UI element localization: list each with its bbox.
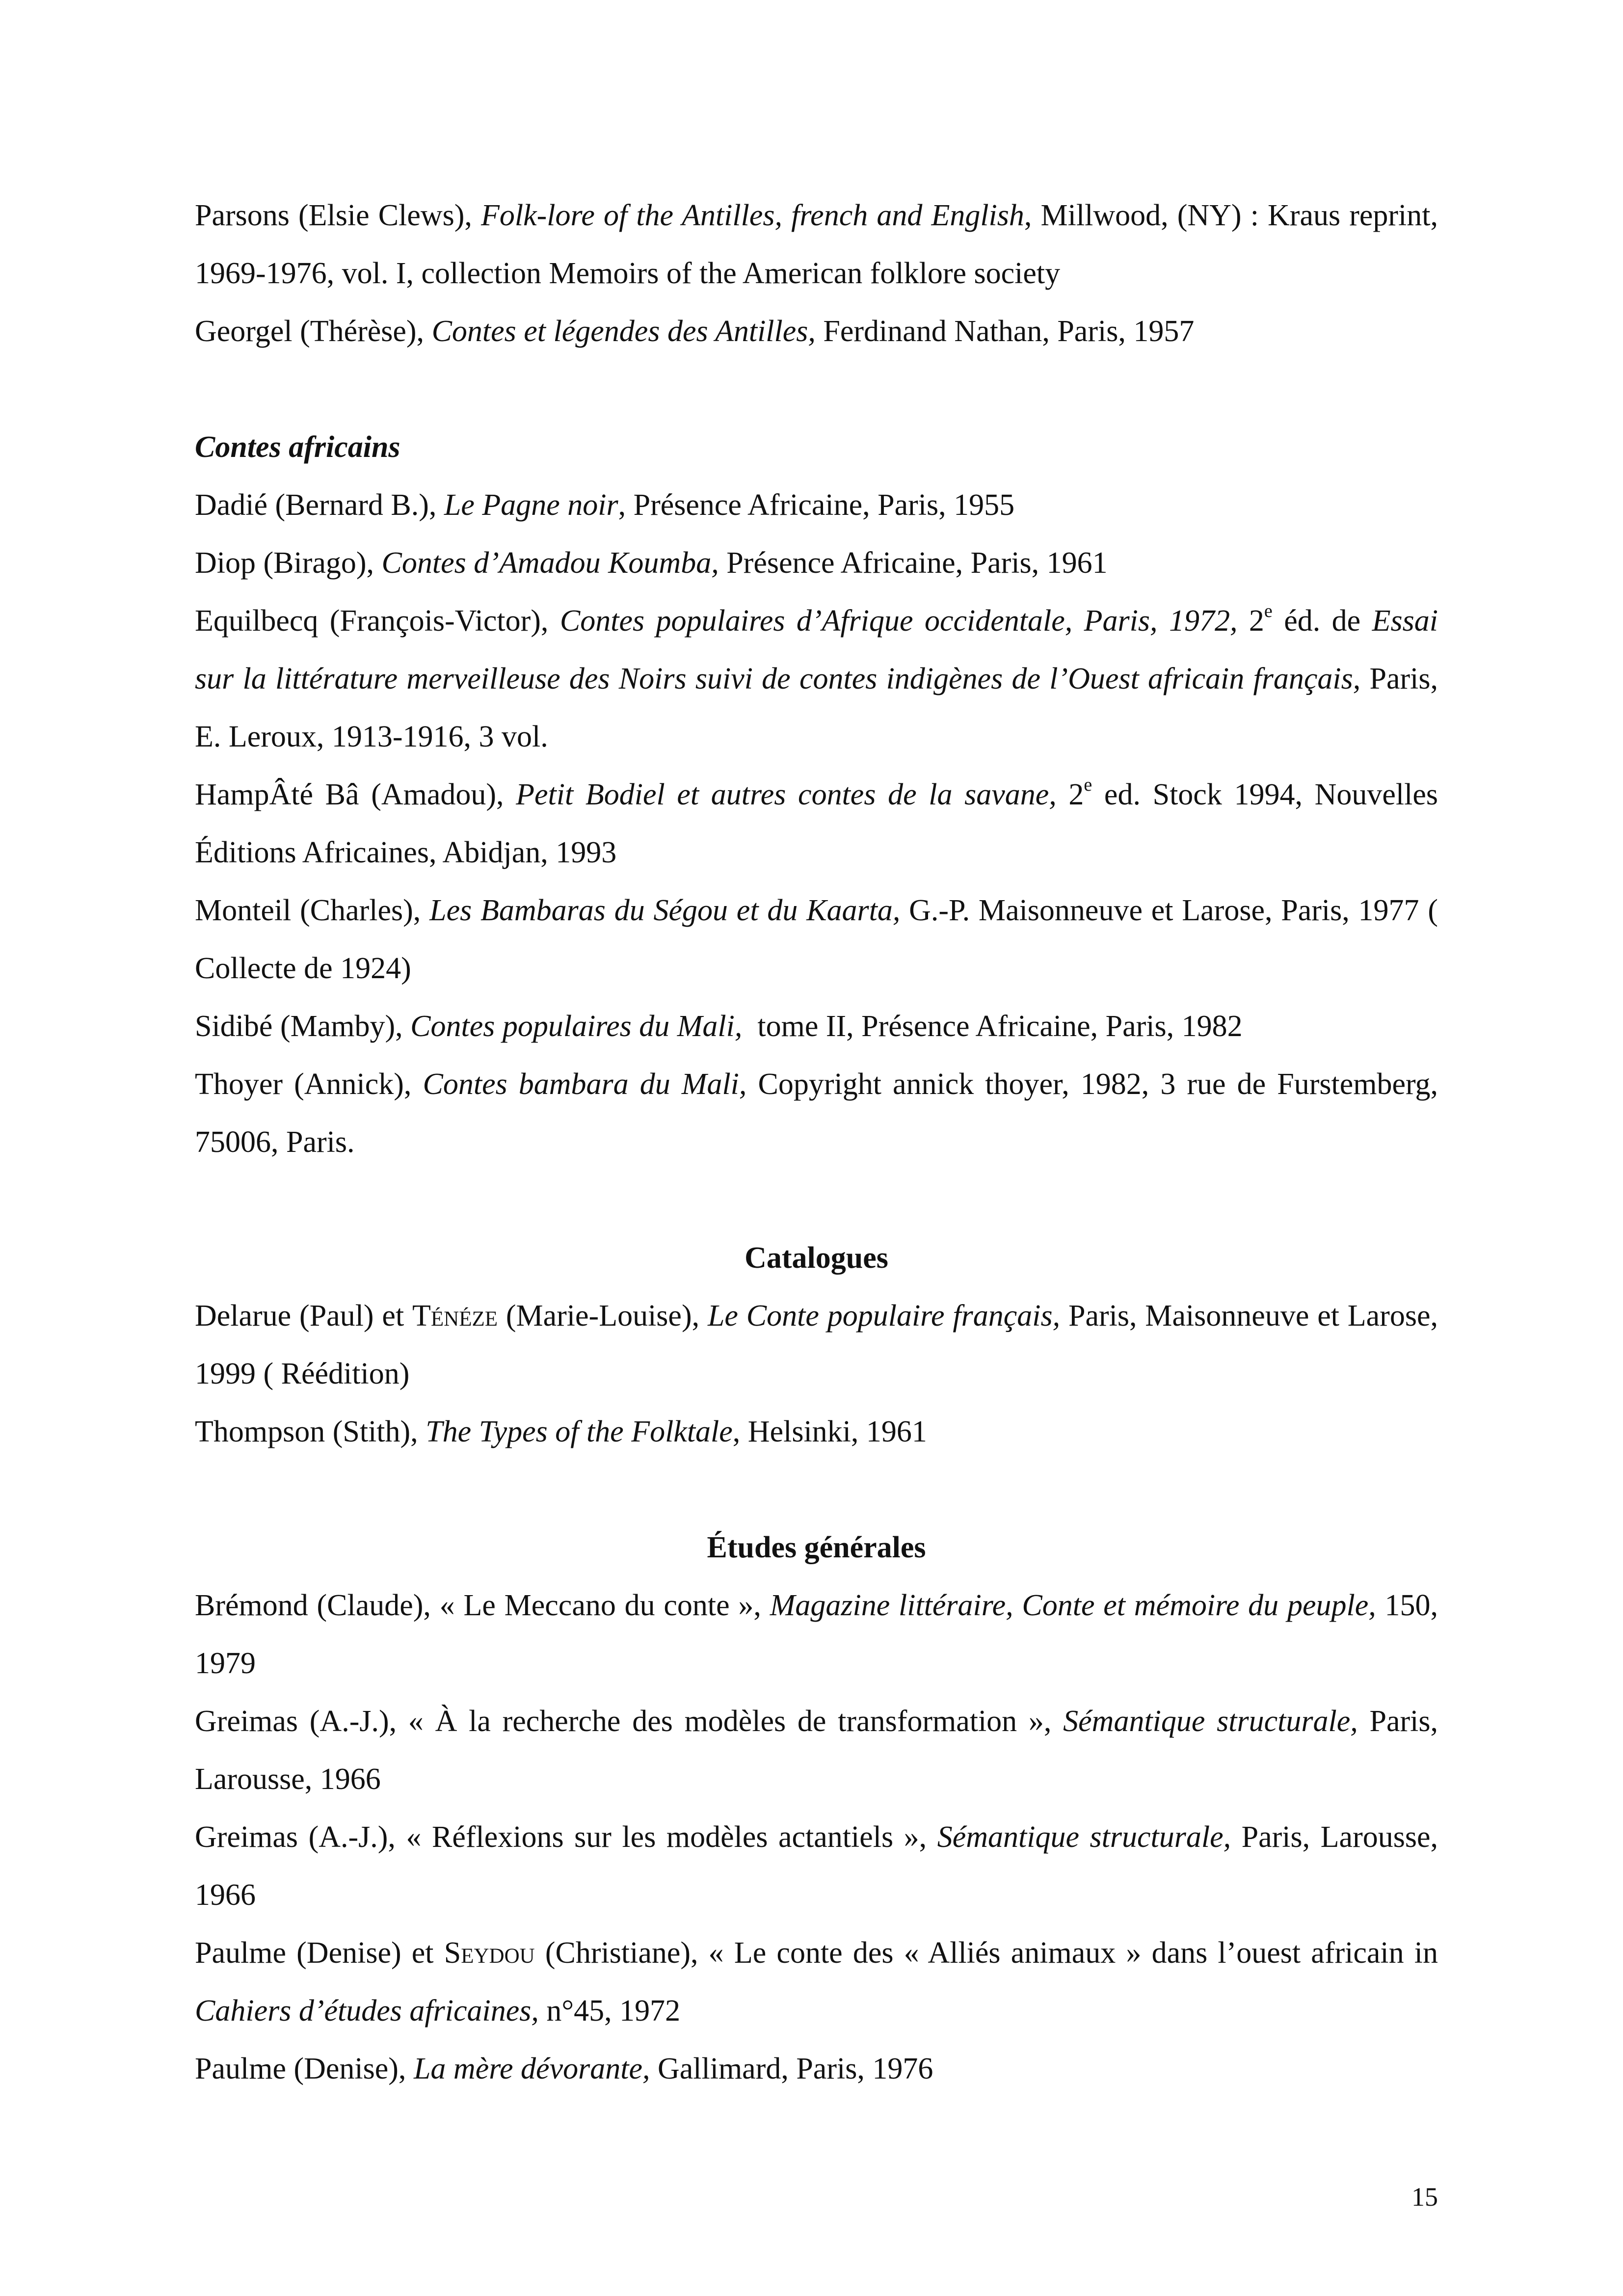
entry-details: Présence Africaine, Paris, 1961 [718, 546, 1108, 580]
entry-author: Paulme (Denise) et [195, 1936, 444, 1970]
entry-author: HampÂté Bâ (Amadou), [195, 778, 516, 811]
entry-title: Folk-lore of the Antilles, french and English [481, 199, 1024, 232]
entry-author: Greimas (A.-J.), « Réflexions sur les modèles actantiels », [195, 1820, 937, 1854]
entry-title: Sémantique structurale, [937, 1820, 1231, 1854]
entry-coauthor-smallcaps: Seydou [444, 1936, 535, 1970]
section-heading-catalogues: Catalogues [745, 1241, 888, 1275]
entry-details: ed. Stock 1994, Nouvelles Éditions Africaines, Abidjan, 1993 [195, 778, 1438, 869]
entry-title-2: Essai sur la littérature merveilleuse des Noirs suivi de contes indigènes de l’Ouest africain français, [195, 604, 1438, 695]
entry-author: Diop (Birago), [195, 546, 382, 580]
entry-details: , Millwood, (NY) : Kraus reprint, 1969-1976, vol. I, collection Memoirs of the American folklore society [195, 199, 1438, 290]
entry-title: La mère dévorante, [413, 2052, 650, 2085]
bib-entry-monteil [195, 881, 1438, 997]
entry-title: Contes bambara du Mali, [423, 1068, 747, 1101]
entry-author: Sidibé (Mamby), [195, 1010, 411, 1043]
entry-author: Thoyer (Annick), [195, 1068, 423, 1101]
entry-title: The Types of the Folktale [426, 1415, 733, 1448]
entry-edition-text: éd. de [1272, 604, 1372, 638]
bib-entry-dadie [195, 476, 1438, 534]
entry-title: Contes populaires du Mali, [410, 1010, 743, 1043]
entry-title: Magazine littéraire, Conte et mémoire du peuple, [770, 1589, 1376, 1622]
entry-title: Contes et légendes des Antilles, [431, 315, 816, 348]
page-number: 15 [1411, 2182, 1438, 2212]
entry-details: Paris, Larousse, 1966 [195, 1705, 1438, 1796]
bib-entry-greimas-1 [195, 1692, 1438, 1808]
section-heading-contes-africains: Contes africains [195, 430, 400, 464]
bib-entry-paulme [195, 2040, 1438, 2098]
bib-entry-delarue [195, 1287, 1438, 1403]
entry-author: Paulme (Denise), [195, 2052, 414, 2085]
entry-details: n°45, 1972 [538, 1994, 681, 2028]
entry-author: Greimas (A.-J.), « À la recherche des modèles de transformation », [195, 1705, 1064, 1738]
entry-details: Paris, Maisonneuve et Larose, 1999 ( Réédition) [195, 1299, 1438, 1390]
bib-entry-bremond [195, 1576, 1438, 1692]
entry-edition-number: 2 [1237, 604, 1264, 638]
entry-author: Dadié (Bernard B.), [195, 488, 444, 522]
entry-details: tome II, Présence Africaine, Paris, 1982 [742, 1010, 1243, 1043]
entry-author: Monteil (Charles), [195, 894, 430, 927]
entry-details: Paris, Larousse, 1966 [195, 1820, 1438, 1912]
entry-coauthor-smallcaps: Ténéze [412, 1299, 498, 1333]
entry-title: Contes d’Amadou Koumba, [381, 546, 719, 580]
bib-entry-georgel [195, 302, 1438, 360]
entry-title: Cahiers d’études africaines, [195, 1994, 539, 2028]
entry-author: Georgel (Thérèse), [195, 315, 432, 348]
bib-entry-equilbecq [195, 592, 1438, 766]
entry-title: Contes populaires d’Afrique occidentale, Paris, 1972, [559, 604, 1238, 638]
entry-author: Parsons (Elsie Clews), [195, 199, 481, 232]
bib-entry-thompson [195, 1403, 1438, 1461]
entry-coauthor-given: (Christiane), « Le conte des « Alliés animaux » dans l’ouest africain in [534, 1936, 1438, 1970]
spacer [195, 360, 1438, 418]
entry-author: Delarue (Paul) et [195, 1299, 413, 1333]
entry-superscript: e [1264, 601, 1273, 622]
entry-author: Thompson (Stith), [195, 1415, 426, 1448]
entry-title: Petit Bodiel et autres contes de la savane, [516, 778, 1057, 811]
entry-coauthor-given: (Marie-Louise), [498, 1299, 708, 1333]
entry-superscript: e [1084, 774, 1092, 796]
spacer [195, 1171, 1438, 1229]
bib-entry-hampate-ba [195, 766, 1438, 881]
entry-title: Le Conte populaire français, [707, 1299, 1061, 1333]
entry-details: G.-P. Maisonneuve et Larose, Paris, 1977 ( Collecte de 1924) [195, 894, 1438, 985]
entry-author: Equilbecq (François-Victor), [195, 604, 560, 638]
bib-entry-greimas-2 [195, 1808, 1438, 1924]
entry-details: Ferdinand Nathan, Paris, 1957 [815, 315, 1195, 348]
entry-details: 150, 1979 [195, 1589, 1438, 1680]
entry-details: , Présence Africaine, Paris, 1955 [618, 488, 1015, 522]
entry-title: Les Bambaras du Ségou et du Kaarta, [429, 894, 901, 927]
spacer [195, 1461, 1438, 1519]
entry-author: Brémond (Claude), « Le Meccano du conte », [195, 1589, 770, 1622]
bib-entry-parsons [195, 187, 1438, 302]
entry-edition-number: 2 [1056, 778, 1084, 811]
entry-details: Gallimard, Paris, 1976 [650, 2052, 933, 2085]
bib-entry-thoyer [195, 1055, 1438, 1171]
section-heading-etudes-generales: Études générales [707, 1531, 926, 1564]
entry-details: Paris, E. Leroux, 1913-1916, 3 vol. [195, 662, 1438, 753]
entry-details: Copyright annick thoyer, 1982, 3 rue de Furstemberg, 75006, Paris. [195, 1068, 1438, 1159]
entry-details: , Helsinki, 1961 [732, 1415, 927, 1448]
entry-title: Sémantique structurale, [1063, 1705, 1358, 1738]
bib-entry-paulme-seydou [195, 1924, 1438, 2040]
entry-title: Le Pagne noir [444, 488, 618, 522]
bibliography-body [195, 187, 1438, 2098]
bib-entry-diop [195, 534, 1438, 592]
bib-entry-sidibe [195, 997, 1438, 1055]
